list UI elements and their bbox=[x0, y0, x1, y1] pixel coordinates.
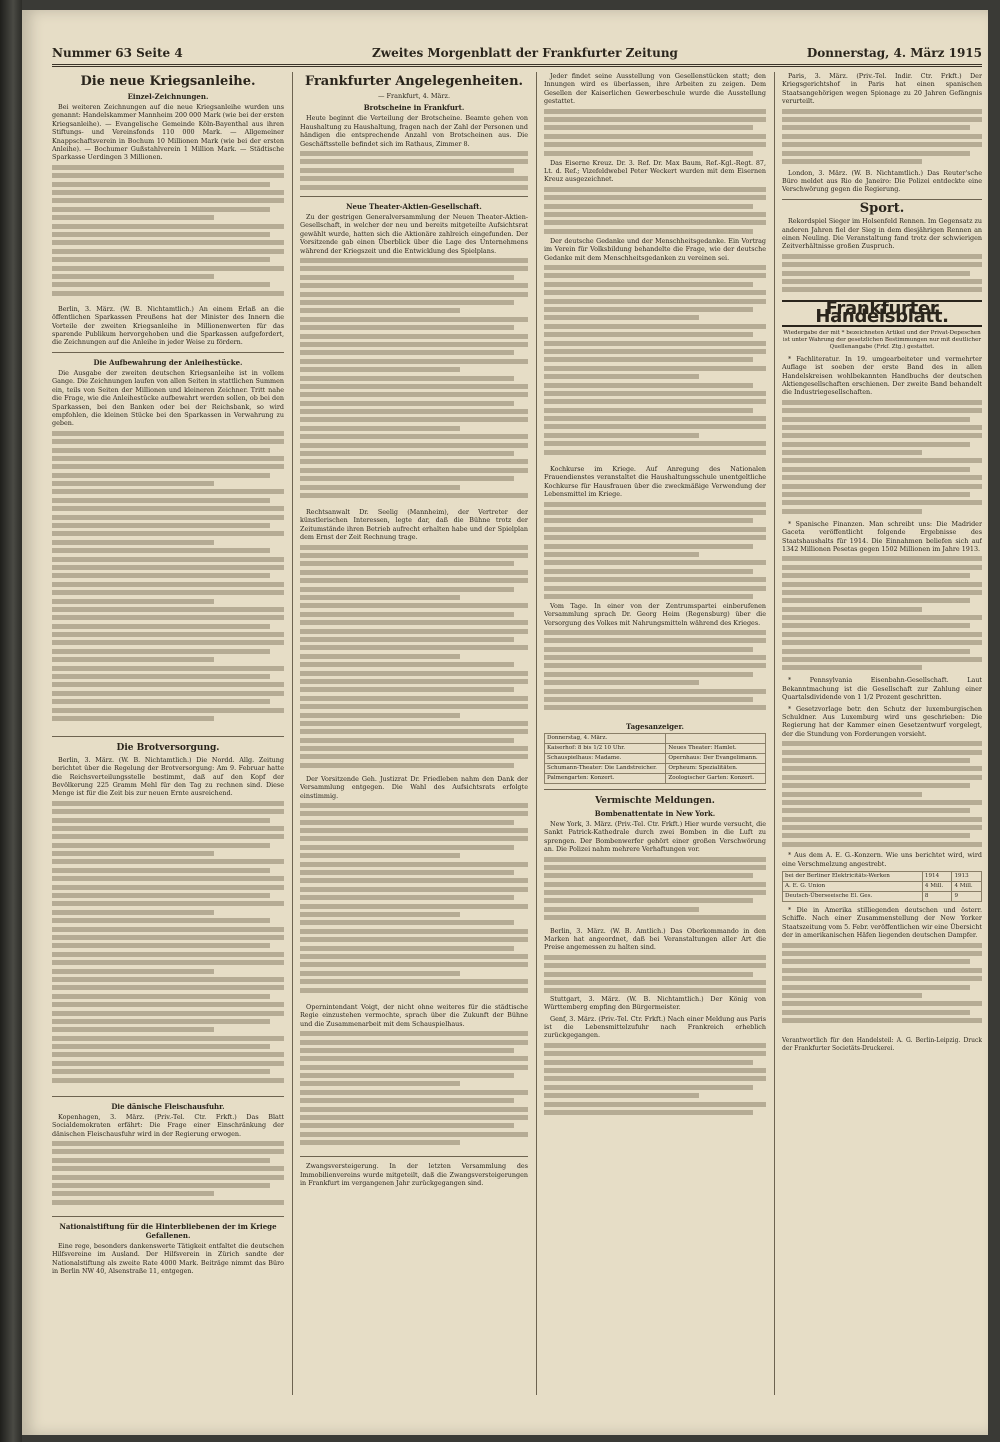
text-block bbox=[52, 165, 284, 305]
paragraph: Zu der gestrigen Generalversammlung der Neuen Theater-Aktien-Gesellschaft, in welcher der neu und bereits mitgeteilte Aufsichtsrat gewählt wurde, hatten sich die Aktionäre zahlreich eingefunden. Der Vorsitzende gab einen Überblick über die Lage des Unternehmens während der Kriegszeit und die Entwicklung des Spielplans. bbox=[300, 213, 528, 255]
paragraph: Eine rege, besonders dankenswerte Tätigkeit entfaltet die deutschen Hilfsvereine im Ausland. Der Hilfsverein in Zürich sandte der Nationalstiftung als zweite Rate 4000 Mark. Beiträge nimmt das Büro in Berlin NW 40, Alsenstraße 11, entgegen. bbox=[52, 1241, 284, 1276]
subheading-theater-aktien: Neue Theater-Aktien-Gesellschaft. bbox=[346, 202, 482, 212]
book-spine bbox=[0, 0, 22, 1442]
divider bbox=[52, 352, 284, 353]
paragraph: Bei weiteren Zeichnungen auf die neue Kriegsanleihe wurden uns genannt: Handelskammer Mannheim 200 000 Mark (wie bei der ersten Kriegsanleihe). — Evangelische Gemeinde Köln-Bayenthal aus ihren Stiftungs- und Vereinsfonds 110 000 Mark. — Allgemeiner Knappschaftsverein in Bochum 10 Millionen Mark (wie bei der ersten Anleihe). — Bochumer Gußstahlverein 1 Million Mark. — Städtische Sparkasse Uerdingen 3 Millionen. bbox=[52, 103, 284, 162]
column-4 bbox=[782, 72, 982, 1395]
paragraph: Jeder findet seine Ausstellung von Gesellenstücken statt; den Innungen wird es überlassen, ihre Arbeiten zu zeigen. Dem Gesellen der Kaiserlichen Gewerbeschule wurde die Ausstellung gestattet. bbox=[544, 72, 766, 106]
reprint-notice: Wiedergabe der mit * bezeichneten Artikel und der Privat-Depeschen ist unter Wahrung der gesetzlichen Bestimmungen nur mit deutlicher Quellenangabe (Frkf. Ztg.) gestattet. bbox=[782, 329, 982, 350]
paragraph: * Fachliteratur. In 19. umgearbeiteter und vermehrter Auflage ist soeben der erste Band des in allen Handelskreisen wohlbekannten Handbuchs der deutschen Aktiengesellschaften erschienen. Der zweite Band behandelt die Industriegesellschaften. bbox=[782, 354, 982, 397]
text-block bbox=[52, 431, 284, 731]
paragraph: Opernintendant Voigt, der nicht ohne weiteres für die städtische Regie einzustehen vermochte, sprach über die Zukunft der Bühne und die Zusammenarbeit mit dem Schauspielhaus. bbox=[300, 1002, 528, 1028]
paragraph: Berlin, 3. März. (W. B. Amtlich.) Das Oberkommando in den Marken hat angeordnet, daß bei Veranstaltungen aller Art die Preise angemessen zu halten sind. bbox=[544, 926, 766, 952]
divider bbox=[544, 789, 766, 790]
table-cell: Neues Theater: Hamlet. bbox=[666, 743, 766, 753]
text-block bbox=[300, 545, 528, 775]
paragraph: Heute beginnt die Verteilung der Brotscheine. Beamte gehen von Haushaltung zu Haushaltung, fragen nach der Zahl der Personen und händigen die entsprechende Anzahl von Brotscheinen aus. Die Geschäftsstelle befindet sich im Rathaus, Zimmer 8. bbox=[300, 114, 528, 148]
text-block bbox=[52, 1141, 284, 1211]
table-cell: Schumann-Theater: Die Landstreicher. bbox=[545, 763, 666, 773]
paragraph: Der Vorsitzende Geh. Justizrat Dr. Friedleben nahm den Dank der Versammlung entgegen. Die Wahl des Aufsichtsrats erfolgte einstimmig. bbox=[300, 774, 528, 800]
subheading-aufbewahrung: Die Aufbewahrung der Anleihestücke. bbox=[93, 357, 243, 367]
paragraph: Berlin, 3. März. (W. B. Nichtamtlich.) Die Nordd. Allg. Zeitung berichtet über die Regelung der Brotversorgung: Am 9. Februar hatte die Reichsverteilungsstelle bestimmt, daß auf den Kopf der Bevölkerung 225 Gramm Mehl für den Tag zu rechnen sind. Diese Menge ist für die Zeit bis zur neuen Ernte ausreichend. bbox=[52, 755, 284, 798]
text-block bbox=[782, 400, 982, 520]
table-cell: 4 Mill. bbox=[922, 882, 952, 892]
subheading-brotscheine: Brotscheine in Frankfurt. bbox=[363, 103, 465, 113]
table-row bbox=[545, 763, 766, 773]
text-block bbox=[52, 801, 284, 1091]
column-rule bbox=[292, 72, 293, 1395]
table-cell: A. E. G. Union bbox=[783, 882, 923, 892]
text-block bbox=[544, 265, 766, 465]
table-row bbox=[783, 872, 982, 882]
table-cell: Orpheum: Spezialitäten. bbox=[666, 763, 766, 773]
paragraph: * Die in Amerika stilliegenden deutschen und österr. Schiffe. Nach einer Zusammenstellung der New Yorker Staatszeitung vom 5. Febr. veröffentlichen wir eine Übersicht der in amerikanischen Häfen liegenden deutschen Dampfer. bbox=[782, 906, 982, 940]
table-cell: Palmengarten: Konzert. bbox=[545, 773, 666, 783]
paragraph: * Gesetzvorlage betr. den Schutz der luxemburgischen Schuldner. Aus Luxemburg wird uns geschrieben: Die Regierung hat der Kammer einen Gesetzentwurf vorgelegt, der die Stundung von Forderungen vorsieht. bbox=[782, 704, 982, 738]
text-block bbox=[782, 109, 982, 169]
table-row bbox=[545, 773, 766, 783]
paragraph: Berlin, 3. März. (W. B. Nichtamtlich.) An einem Erlaß an die öffentlichen Sparkassen Preußens hat der Minister des Innern die Vorteile der zweiten Kriegsanleihe in Millionenwerten für das sparende Publikum hervorgehoben und die Sparkassen aufgefordert, die Zeichnungen auf die Anleihe in jeder Weise zu fördern. bbox=[52, 304, 284, 347]
divider bbox=[300, 196, 528, 197]
table-cell: 4 Mill. bbox=[952, 882, 982, 892]
table-cell: Deutsch-Überseeische El. Ges. bbox=[783, 892, 923, 902]
subheading-einzelzeichnungen: Einzel-Zeichnungen. bbox=[127, 92, 209, 101]
text-block bbox=[544, 955, 766, 995]
paragraph: Kochkurse im Kriege. Auf Anregung des Nationalen Frauendienstes veranstaltet die Haushaltungsschule unentgeltliche Kochkurse für Hausfrauen über die zweckmäßige Verwendung der Lebensmittel im Kriege. bbox=[544, 465, 766, 499]
divider bbox=[52, 736, 284, 737]
paragraph: Rechtsanwalt Dr. Seelig (Mannheim), der Vertreter der künstlerischen Interessen, legte dar, daß die Bühne trotz der Zeitumstände ihren Betrieb aufrecht erhalten habe und der Spielplan dem Ernst der Zeit Rechnung trage. bbox=[300, 508, 528, 542]
table-cell: 1914 bbox=[922, 872, 952, 882]
subheading-nationalstiftung: Nationalstiftung für die Hinterbliebenen der im Kriege Gefallenen. bbox=[59, 1221, 277, 1240]
paragraph: Paris, 3. März. (Priv.-Tel. Indir. Ctr. Frkft.) Der Kriegsgerichtshof in Paris hat einen spanischen Staatsangehörigen wegen Spionage zu 20 Jahren Gefängnis verurteilt. bbox=[782, 72, 982, 106]
text-block bbox=[544, 857, 766, 927]
article-title-frankfurter-angelegenheiten: Frankfurter Angelegenheiten. bbox=[304, 74, 524, 89]
divider bbox=[300, 1156, 528, 1157]
article-title-brotversorgung: Die Brotversorgung. bbox=[116, 742, 220, 753]
paragraph: Vom Tage. In einer von der Zentrumspartei einberufenen Versammlung sprach Dr. Georg Heim (Regensburg) über die Versorgung des Volkes mit Nahrungsmitteln während des Krieges. bbox=[544, 601, 766, 627]
paragraph: New York, 3. März. (Priv.-Tel. Ctr. Frkft.) Hier wurde versucht, die Sankt Patrick-Kathedrale durch zwei Bomben in die Luft zu sprengen. Der Bombenwerfer gehört einer großen Verschwörung an. Die Polizei nahm mehrere Verhaftungen vor. bbox=[544, 819, 766, 854]
table-cell: bei der Berliner Elektricitäts-Werken bbox=[783, 872, 923, 882]
paragraph: Die Ausgabe der zweiten deutschen Kriegsanleihe ist in vollem Gange. Die Zeichnungen laufen von allen Seiten in stattlichen Summen ein, teils von Seiten der Millionen und kleineren Zeichner. Tritt nahe die Frage, wie die Anleihestücke aufbewahrt werden sollen, ob bei den Sparkassen, bei den Banken oder bei der Reichsbank, so wird empfohlen, die kleinen Stücke bei den Sparkassen in Verwahrung zu geben. bbox=[52, 368, 284, 428]
table-cell: Kaiserhof: 8 bis 1/2 10 Uhr. bbox=[545, 743, 666, 753]
events-table bbox=[544, 733, 766, 784]
table-cell: Schauspielhaus: Madame. bbox=[545, 753, 666, 763]
table-cell: 8 bbox=[922, 892, 952, 902]
column-rule bbox=[774, 72, 775, 1395]
table-row bbox=[783, 892, 982, 902]
text-block bbox=[544, 630, 766, 720]
table-cell bbox=[666, 733, 766, 743]
paragraph: * Spanische Finanzen. Man schreibt uns: Die Madrider Gaceta veröffentlicht folgende Ergebnisse des Staatshaushalts für 1914. Die Einnahmen beliefen sich auf 1342 Millionen Pesetas gegen 1502 Millionen im Jahre 1913. bbox=[782, 519, 982, 553]
issue-number: Nummer 63 Seite 4 bbox=[52, 46, 183, 60]
table-cell: Donnerstag, 4. März. bbox=[545, 733, 666, 743]
subheading-bombenattentate: Bombenattentate in New York. bbox=[594, 808, 716, 818]
text-block bbox=[300, 151, 528, 191]
text-block bbox=[782, 943, 982, 1033]
table-row bbox=[783, 882, 982, 892]
newspaper-page bbox=[22, 10, 988, 1435]
paragraph: * Pennsylvania Eisenbahn-Gesellschaft. Laut Bekanntmachung ist die Gesellschaft zur Zahlung einer Quartalsdividende von 1 1/2 Prozent geschritten. bbox=[782, 676, 982, 702]
section-title-sport: Sport. bbox=[859, 200, 905, 216]
subheading-tagesanzeiger: Tagesanzeiger. bbox=[626, 721, 684, 731]
section-banner-handelsblatt: Frankfurter Handelsblatt. bbox=[782, 300, 982, 327]
subheading-fleischausfuhr: Die dänische Fleischausfuhr. bbox=[111, 1101, 225, 1111]
column-rule bbox=[536, 72, 537, 1395]
column-2 bbox=[300, 72, 528, 1395]
text-block bbox=[782, 741, 982, 851]
text-block bbox=[782, 254, 982, 294]
text-block bbox=[300, 803, 528, 1003]
table-cell: 1913 bbox=[952, 872, 982, 882]
paragraph: Das Eiserne Kreuz. Dr. 3. Ref. Dr. Max Baum, Ref.-Kgl.-Regt. 87, Lt. d. Ref.; Vizefeldwebel Peter Weckert wurden mit dem Eisernen Kreuz ausgezeichnet. bbox=[544, 158, 766, 184]
article-title-vermischte-meldungen: Vermischte Meldungen. bbox=[595, 795, 715, 806]
table-cell: 9 bbox=[952, 892, 982, 902]
issue-date: Donnerstag, 4. März 1915 bbox=[806, 46, 982, 60]
paragraph: Rekordspiel Sieger im Holsenfeld Rennen. Im Gegensatz zu anderen Jahren fiel der Sieg in dem diesjährigen Rennen an einen Neuling. Die Veranstaltung fand trotz der schwierigen Zeitverhältnisse großen Zuspruch. bbox=[782, 217, 982, 251]
paragraph: Zwangsversteigerung. In der letzten Versammlung des Immobilienvereins wurde mitgeteilt, daß die Zwangsversteigerungen in Frankfurt im vergangenen Jahr zurückgegangen sind. bbox=[300, 1162, 528, 1187]
responsibility-note: Verantwortlich für den Handelsteil: A. G. Berlin-Leipzig. Druck der Frankfurter Societäts-Druckerei. bbox=[782, 1036, 982, 1053]
text-block bbox=[544, 502, 766, 602]
paragraph: Der deutsche Gedanke und der Menschheitsgedanke. Ein Vortrag im Verein für Volksbildung behandelte die Frage, wie der deutsche Gedanke mit dem Menschheitsgedanken zu vereinen sei. bbox=[544, 236, 766, 262]
column-1 bbox=[52, 72, 284, 1395]
text-block bbox=[782, 556, 982, 676]
dateline: — Frankfurt, 4. März. bbox=[377, 92, 451, 100]
text-block bbox=[544, 109, 766, 159]
paragraph: * Aus dem A. E. G.-Konzern. Wie uns berichtet wird, wird eine Verschmelzung angestrebt. bbox=[782, 851, 982, 868]
newspaper-name: Zweites Morgenblatt der Frankfurter Zeitung bbox=[372, 46, 678, 60]
paragraph: Kopenhagen, 3. März. (Priv.-Tel. Ctr. Frkft.) Das Blatt Socialdemokraten erfährt: Die Frage einer Einschränkung der dänischen Fleischausfuhr wird in der Regierung erwogen. bbox=[52, 1112, 284, 1138]
text-block bbox=[300, 1031, 528, 1151]
text-block bbox=[544, 187, 766, 237]
text-block bbox=[300, 258, 528, 508]
paragraph: Stuttgart, 3. März. (W. B. Nichtamtlich.) Der König von Württemberg empfing den Bürgermeister. bbox=[544, 994, 766, 1012]
table-row bbox=[545, 733, 766, 743]
divider bbox=[782, 199, 982, 200]
paragraph: Genf, 3. März. (Priv.-Tel. Ctr. Frkft.) Nach einer Meldung aus Paris ist die Lebensmittelzufuhr nach Frankreich erheblich zurückgegangen. bbox=[544, 1014, 766, 1040]
column-3 bbox=[544, 72, 766, 1395]
table-row bbox=[545, 743, 766, 753]
aeg-table bbox=[782, 871, 982, 902]
divider bbox=[52, 1216, 284, 1217]
article-title-kriegsanleihe: Die neue Kriegsanleihe. bbox=[80, 74, 256, 89]
paragraph: London, 3. März. (W. B. Nichtamtlich.) Das Reuter'sche Büro meldet aus Rio de Janeiro: Die Polizei entdeckte eine Verschwörung gegen die Regierung. bbox=[782, 168, 982, 194]
text-block bbox=[544, 1043, 766, 1123]
table-cell: Zoologischer Garten: Konzert. bbox=[666, 773, 766, 783]
page-header bbox=[52, 38, 982, 67]
divider bbox=[52, 1096, 284, 1097]
table-cell: Opernhaus: Der Evangelimann. bbox=[666, 753, 766, 763]
table-row bbox=[545, 753, 766, 763]
